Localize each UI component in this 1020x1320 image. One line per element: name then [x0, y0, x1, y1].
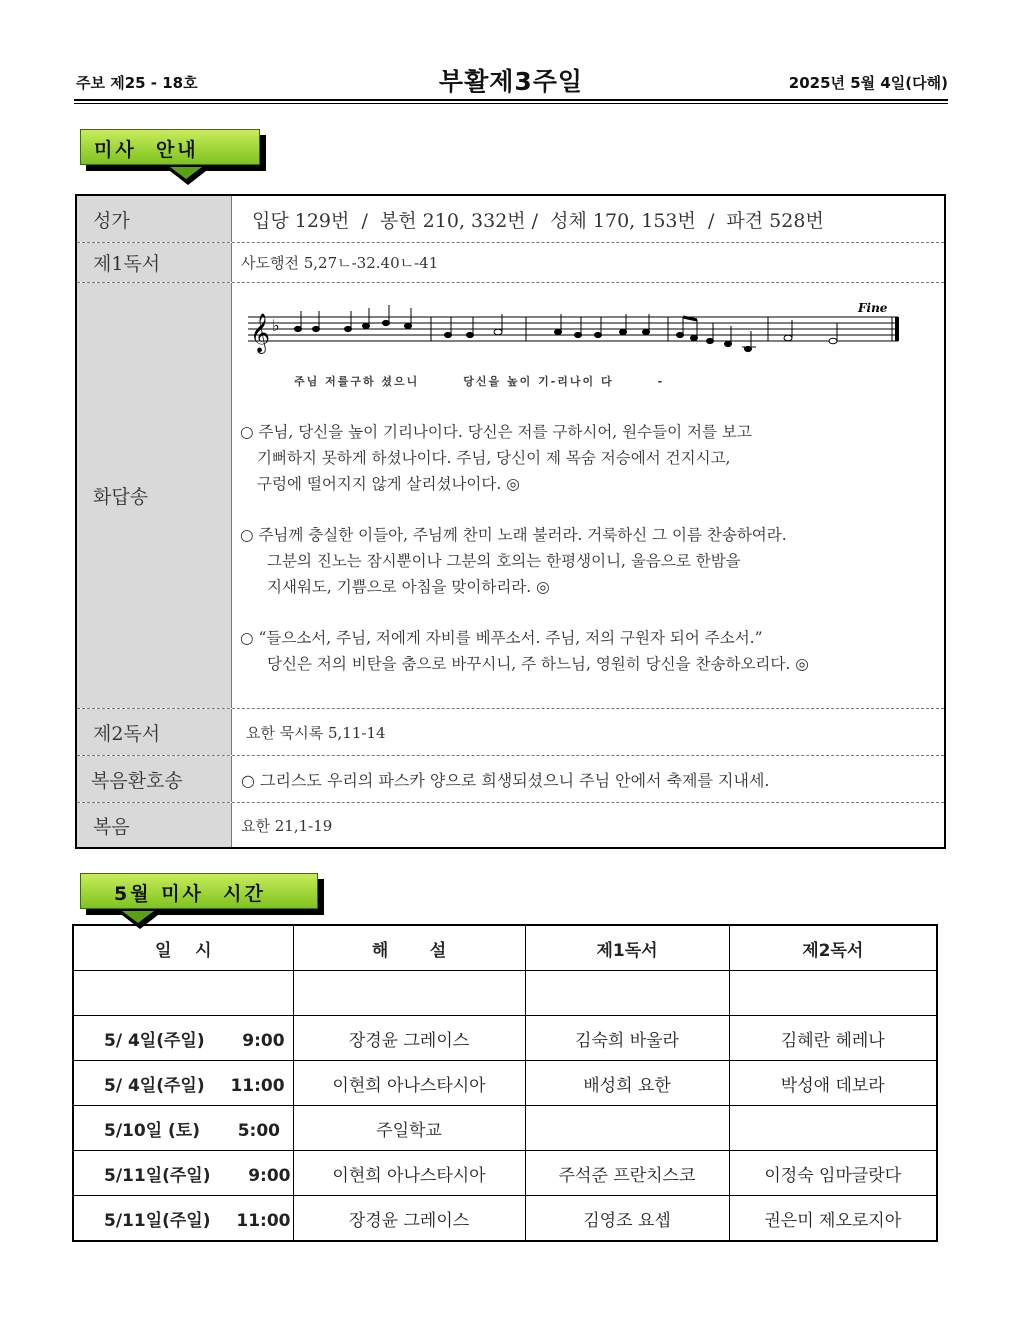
section-label-mass-guide — [80, 129, 260, 165]
bulletin-header — [74, 62, 948, 98]
first-reader — [525, 1106, 729, 1151]
table-row — [73, 1151, 937, 1196]
commentator: 이현희 아나스타시아 — [293, 1151, 525, 1196]
first-reader: 김숙희 바울라 — [525, 1016, 729, 1061]
column-header: 제1독서 — [525, 925, 729, 971]
psalm-verse: ○ 주님께 충실한 이들아, 주님께 찬미 노래 불러라. 거룩하신 그 이름 찬송하여라. 그분의 진노는 잠시뿐이나 그분의 호의는 한평생이니, 울음으로 한밤을 지새워도, 기쁨으로 아침을 맞이하리라. ◎ — [240, 526, 787, 596]
mass-day: 5/11일(주일) — [104, 1210, 211, 1231]
gospel-ref: 요한 21,1-19 — [241, 816, 333, 835]
column-header: 해 설 — [293, 925, 525, 971]
fine-mark: Fine — [858, 301, 888, 315]
section-title: 미사 안내 — [94, 139, 199, 161]
table-row — [73, 1106, 937, 1151]
column-header: 제2독서 — [729, 925, 937, 971]
mass-day: 5/ 4일(주일) — [104, 1075, 205, 1096]
header-divider — [74, 99, 948, 101]
row-reading2 — [77, 709, 944, 756]
treble-clef-icon: 𝄞 — [250, 313, 271, 353]
acclamation-text: ○ 그리스도 우리의 파스카 양으로 희생되셨으니 주님 안에서 축제를 지내세. — [241, 770, 770, 790]
mass-schedule-table — [72, 924, 938, 1242]
second-reader — [729, 1106, 937, 1151]
page-title: 부활제3주일 — [438, 67, 584, 96]
second-reader: 권은미 제오로지아 — [729, 1196, 937, 1242]
table-header-row — [73, 925, 937, 971]
issue-number: 주보 제25 - 18호 — [76, 74, 198, 92]
table-row — [73, 1061, 937, 1106]
row-label: 성가 — [93, 209, 130, 232]
mass-time: 9:00 — [242, 1030, 285, 1051]
psalm-verse: ○ 주님, 당신을 높이 기리나이다. 당신은 저를 구하시어, 원수들이 저를 보고 기뻐하지 못하게 하셨나이다. 주님, 당신이 제 목숨 저승에서 건지시고, 구렁에 떨어지지 않게 살리셨나이다. ◎ — [240, 423, 752, 493]
mass-time: 11:00 — [230, 1075, 285, 1096]
psalm-verse: ○ “들으소서, 주님, 저에게 자비를 베푸소서. 주님, 저의 구원자 되어 주소서.” 당신은 저의 비탄을 춤으로 바꾸시니, 주 하느님, 영원히 당신을 찬송하오리다. ◎ — [240, 629, 809, 673]
mass-time: 5:00 — [237, 1120, 280, 1141]
commentator: 이현희 아나스타시아 — [293, 1061, 525, 1106]
mass-day: 5/ 4일(주일) — [104, 1030, 205, 1051]
mass-time: 9:00 — [248, 1165, 291, 1186]
section-label-mass-times — [80, 873, 318, 909]
row-psalm — [77, 283, 944, 709]
row-label: 복음환호송 — [91, 769, 183, 792]
reading2-ref: 요한 묵시록 5,11-14 — [246, 723, 386, 742]
second-reader: 박성애 데보라 — [729, 1061, 937, 1106]
mass-day: 5/10일 (토) — [104, 1120, 200, 1141]
commentator: 장경윤 그레이스 — [293, 1196, 525, 1242]
bulletin-date: 2025년 5월 4일(다해) — [788, 74, 948, 92]
table-row — [73, 1196, 937, 1242]
lyric-line: - — [657, 375, 665, 388]
lyric-line: 주님 저를구하 셨으니 — [294, 375, 420, 388]
psalm-verses — [240, 419, 944, 677]
second-reader: 김혜란 헤레나 — [729, 1016, 937, 1061]
first-reader: 배성희 요한 — [525, 1061, 729, 1106]
header-divider-thin — [74, 103, 948, 104]
row-reading1 — [77, 243, 944, 283]
arrow-down-icon — [122, 911, 154, 923]
commentator: 주일학교 — [293, 1106, 525, 1151]
lyric-line: 당신을 높이 기-리나이 다 — [463, 375, 614, 388]
mass-time: 11:00 — [236, 1210, 291, 1231]
commentator: 장경윤 그레이스 — [293, 1016, 525, 1061]
first-reader: 주석준 프란치스코 — [525, 1151, 729, 1196]
row-label: 제2독서 — [93, 722, 161, 745]
row-hymn — [77, 196, 944, 243]
psalm-lyrics — [294, 373, 944, 389]
second-reader: 이정숙 임마글랏다 — [729, 1151, 937, 1196]
row-gospel — [77, 803, 944, 847]
music-notes — [295, 305, 838, 352]
section-title: 5월 미사 시간 — [114, 883, 266, 905]
row-acclamation — [77, 756, 944, 803]
row-label: 복음 — [93, 815, 130, 838]
mass-guide-table — [75, 194, 946, 849]
music-staff — [248, 297, 903, 367]
arrow-down-icon — [170, 167, 202, 179]
first-reader: 김영조 요셉 — [525, 1196, 729, 1242]
column-header: 일 시 — [73, 925, 293, 971]
reading1-ref: 사도행전 5,27ㄴ-32.40ㄴ-41 — [241, 254, 439, 272]
flat-icon: ♭ — [272, 316, 280, 335]
mass-day: 5/11일(주일) — [104, 1165, 211, 1186]
row-label: 화답송 — [93, 486, 149, 508]
row-label: 제1독서 — [93, 253, 161, 275]
hymn-numbers: 입당 129번 / 봉헌 210, 332번 / 성체 170, 153번 / 파견 528번 — [252, 209, 824, 232]
table-row-empty — [73, 971, 937, 1016]
table-row — [73, 1016, 937, 1061]
